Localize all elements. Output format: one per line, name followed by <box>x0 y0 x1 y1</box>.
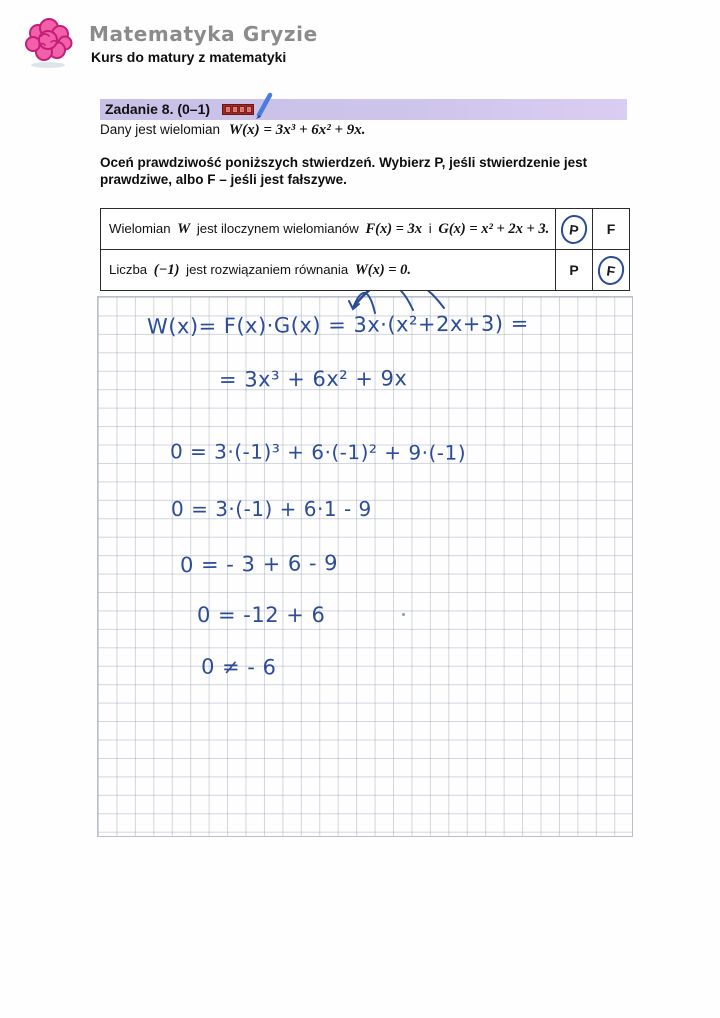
difficulty-square <box>246 106 252 113</box>
handwritten-line: W(x)= F(x)·G(x) = 3x·(x²+2x+3) = <box>146 311 529 339</box>
difficulty-badge <box>222 104 254 115</box>
task-intro <box>100 122 366 139</box>
difficulty-square <box>225 106 231 113</box>
handwritten-line: 0 = 3·(-1)³ + 6·(-1)² + 9·(-1) <box>169 439 467 465</box>
worksheet-grid-paper <box>97 296 633 837</box>
brand-text <box>89 12 318 65</box>
brain-icon <box>20 12 78 70</box>
ink-dot <box>402 613 405 616</box>
row2-option-p: P <box>556 250 593 291</box>
row2-option-f: F <box>593 250 630 291</box>
handwritten-line: 0 ≠ - 6 <box>200 654 277 680</box>
table-row <box>101 209 630 250</box>
row1-option-f: F <box>593 209 630 250</box>
task-title: Zadanie 8. (0–1) <box>105 101 211 117</box>
brand-header <box>20 12 318 70</box>
statement-1: Wielomian W jest iloczynem wielomianów F(x) = 3x i G(x) = x² + 2x + 3. <box>101 209 556 250</box>
difficulty-square <box>239 106 245 113</box>
handwritten-line: 0 = -12 + 6 <box>197 603 326 627</box>
difficulty-square <box>232 106 238 113</box>
handwritten-line: = 3x³ + 6x² + 9x <box>218 366 408 392</box>
intro-polynomial: W(x) = 3x³ + 6x² + 9x. <box>228 122 366 138</box>
handwritten-line: 0 = - 3 + 6 - 9 <box>179 550 339 578</box>
brand-title: Matematyka Gryzie <box>89 22 318 46</box>
table-row <box>101 250 630 291</box>
row1-option-p: P <box>556 209 593 250</box>
pen-icon <box>253 91 275 119</box>
statement-2: Liczba (−1) jest rozwiązaniem równania W(x) = 0. <box>101 250 556 291</box>
task-header-bar <box>100 99 627 120</box>
intro-text: Dany jest wielomian <box>100 122 221 137</box>
task-instruction: Oceń prawdziwość poniższych stwierdzeń. Wybierz P, jeśli stwierdzenie jest prawdziwe, albo F – jeśli jest fałszywe. <box>100 155 588 187</box>
brand-subtitle: Kurs do matury z matematyki <box>91 49 287 65</box>
handwritten-line: 0 = 3·(-1) + 6·1 - 9 <box>171 497 372 521</box>
true-false-table <box>100 208 630 291</box>
